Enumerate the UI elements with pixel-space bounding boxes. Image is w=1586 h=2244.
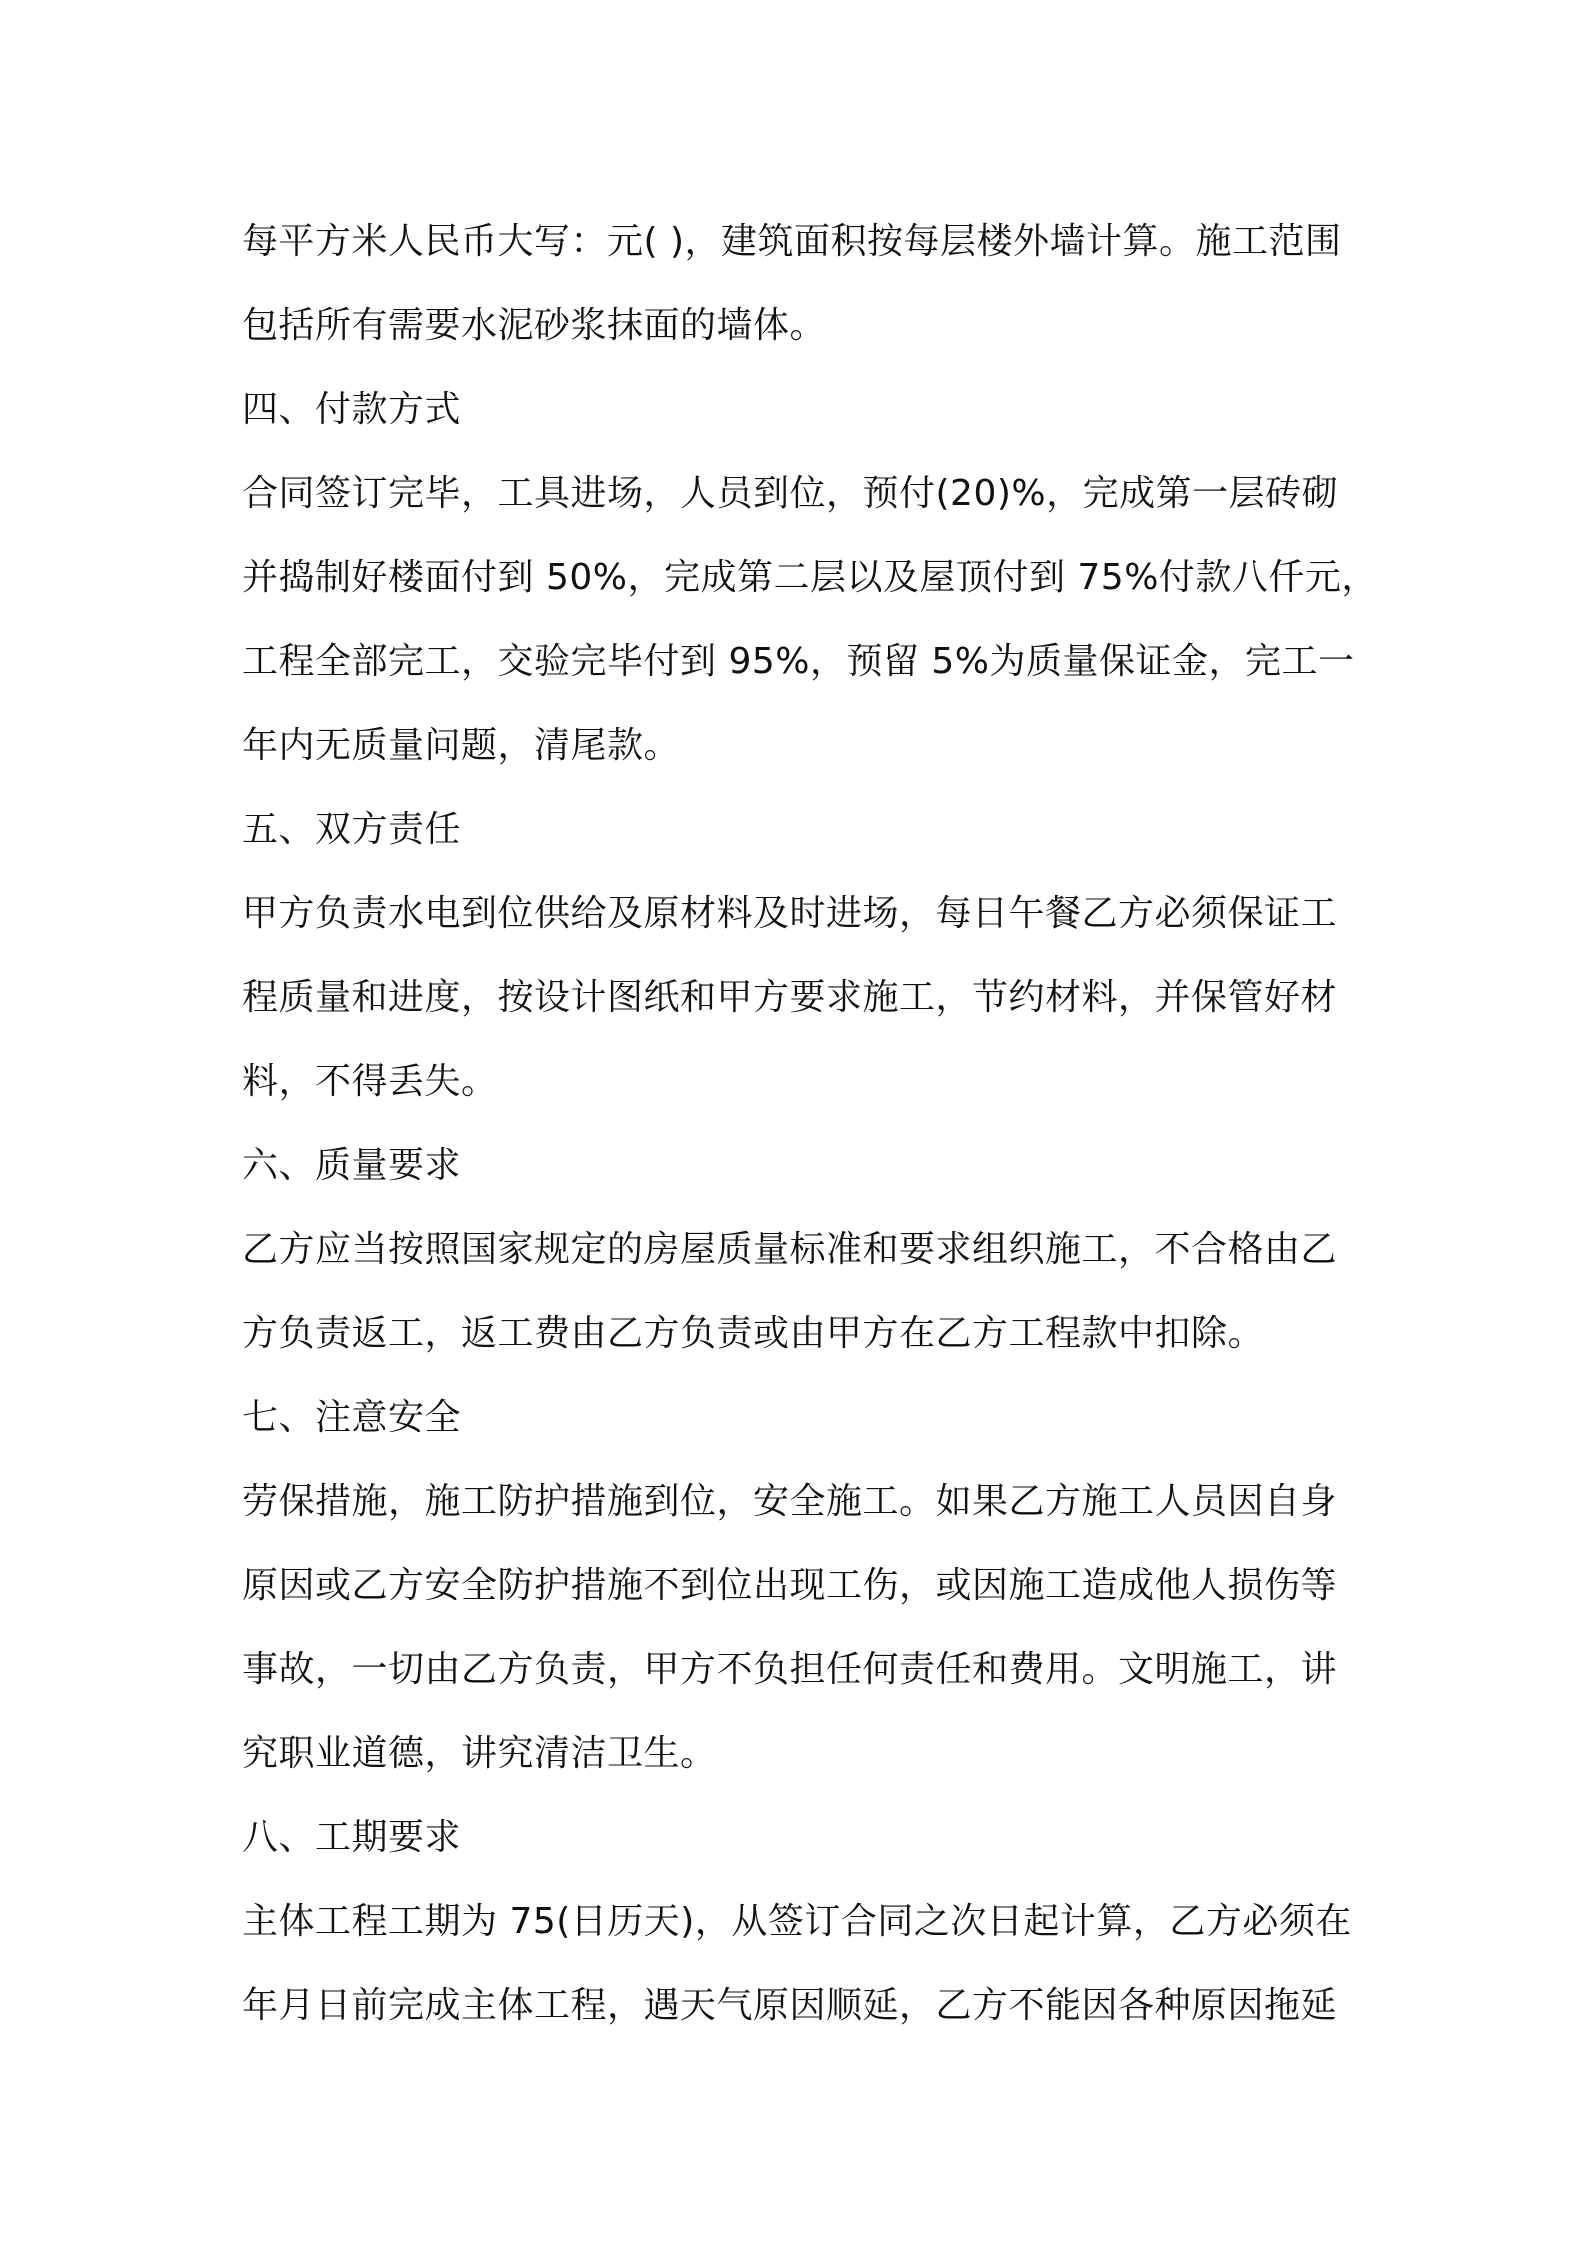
text-line: 甲方负责水电到位供给及原材料及时进场，每日午餐乙方必须保证工	[242, 893, 1338, 934]
text-line: 包括所有需要水泥砂浆抹面的墙体。	[242, 305, 827, 346]
text-line: 年内无质量问题，清尾款。	[242, 725, 681, 766]
text-line: 合同签订完毕，工具进场，人员到位，预付(20)%，完成第一层砖砌	[242, 473, 1339, 514]
section-heading: 四、付款方式	[242, 389, 462, 430]
text-line: 并捣制好楼面付到 50%，完成第二层以及屋顶付到 75%付款八仟元，	[242, 557, 1378, 598]
section-heading: 五、双方责任	[242, 809, 462, 850]
text-line: 料，不得丢失。	[242, 1061, 498, 1102]
text-line: 究职业道德，讲究清洁卫生。	[242, 1733, 717, 1774]
text-line: 程质量和进度，按设计图纸和甲方要求施工，节约材料，并保管好材	[242, 977, 1338, 1018]
text-line: 事故，一切由乙方负责，甲方不负担任何责任和费用。文明施工，讲	[242, 1649, 1338, 1690]
text-line: 劳保措施，施工防护措施到位，安全施工。如果乙方施工人员因自身	[242, 1481, 1338, 1522]
text-line: 每平方米人民币大写：元( )，建筑面积按每层楼外墙计算。施工范围	[242, 221, 1342, 262]
text-line: 原因或乙方安全防护措施不到位出现工伤，或因施工造成他人损伤等	[242, 1565, 1338, 1606]
text-line: 主体工程工期为 75(日历天)，从签订合同之次日起计算，乙方必须在	[242, 1901, 1352, 1942]
document-body	[242, 200, 1378, 2048]
text-line: 乙方应当按照国家规定的房屋质量标准和要求组织施工，不合格由乙	[242, 1229, 1338, 1270]
section-heading: 八、工期要求	[242, 1817, 462, 1858]
text-line: 年月日前完成主体工程，遇天气原因顺延，乙方不能因各种原因拖延	[242, 1985, 1338, 2026]
section-heading: 六、质量要求	[242, 1145, 462, 1186]
section-heading: 七、注意安全	[242, 1397, 462, 1438]
text-line: 方负责返工，返工费由乙方负责或由甲方在乙方工程款中扣除。	[242, 1313, 1265, 1354]
text-line: 工程全部完工，交验完毕付到 95%，预留 5%为质量保证金，完工一	[242, 641, 1355, 682]
